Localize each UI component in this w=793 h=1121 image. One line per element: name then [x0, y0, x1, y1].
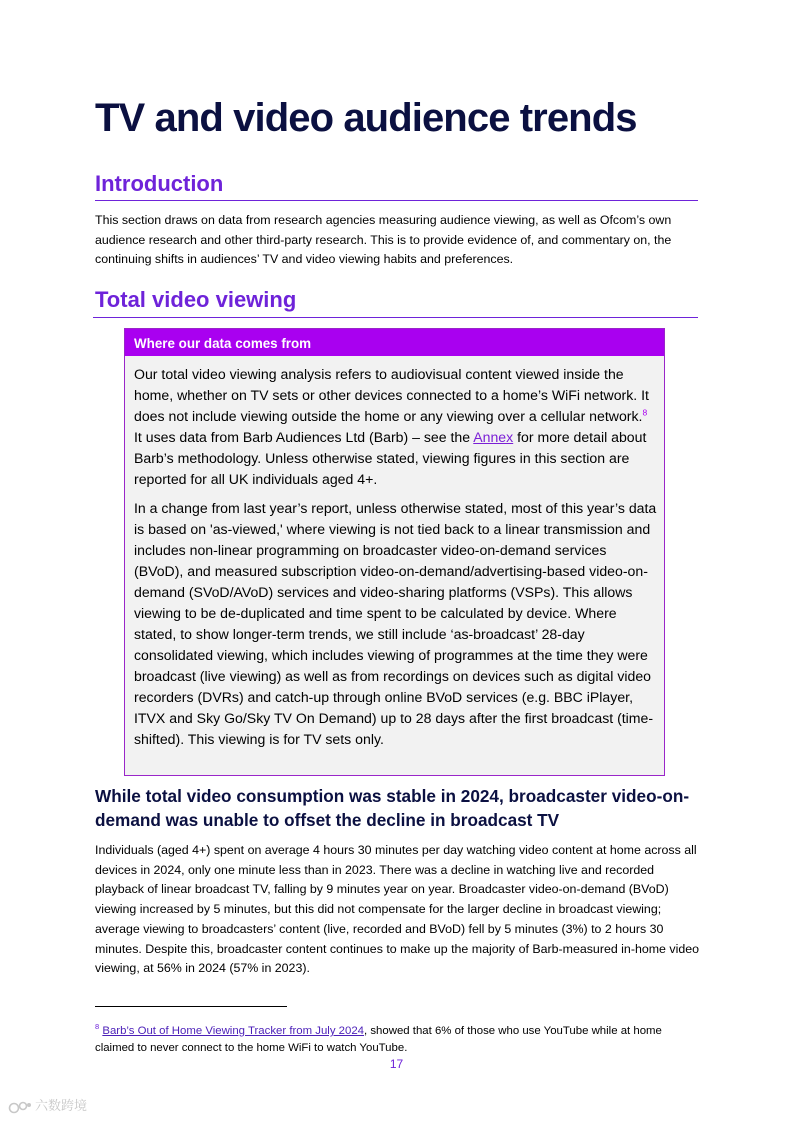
data-source-text-1b: It uses data from Barb Audiences Ltd (Barb) – see the	[134, 429, 474, 445]
watermark	[8, 1095, 87, 1114]
watermark-logo-icon	[8, 1100, 32, 1114]
data-source-paragraph-2: In a change from last year’s report, unless otherwise stated, most of this year’s data is based on 'as-viewed,' where viewing is not tied back to a linear transmission and includes non-linear programming on broadcaster video-on-demand services (BVoD), and measured subscription video-on-demand/advertising-based video-on-demand (SVoD/AVoD) services and video-sharing platforms (VSPs). This allows viewing to be de-duplicated and time spent to be calculated by device. Where stated, to show longer-term trends, we still include ‘as-broadcast’ 28-day consolidated viewing, which includes viewing of programmes at the time they were broadcast (live viewing) as well as from recordings on devices such as digital video recorders (DVRs) and catch-up through online BVoD services (e.g. BBC iPlayer, ITVX and Sky Go/Sky TV On Demand) up to 28 days after the first broadcast (time-shifted). This viewing is for TV sets only.	[134, 500, 657, 747]
page-number: 17	[389, 1057, 404, 1071]
watermark-text: 六数跨境	[35, 1098, 88, 1113]
barb-tracker-link[interactable]: Barb’s Out of Home Viewing Tracker from July 2024	[102, 1025, 365, 1037]
introduction-rule	[95, 200, 698, 201]
total-video-heading: Total video viewing	[95, 287, 297, 312]
footnote-number: 8	[95, 1022, 100, 1032]
data-source-text-1c: for more detail about Barb’s methodology. Unless otherwise stated, viewing figures in this section are reported for all UK individuals aged 4+.	[134, 429, 647, 487]
consumption-subheading: While total video consumption was stable in 2024, broadcaster video-on-demand was unable to offset the decline in broadcast TV	[95, 786, 690, 830]
introduction-heading: Introduction	[95, 171, 224, 196]
footnote-reference-8[interactable]: 8	[642, 407, 648, 418]
footnote-separator	[95, 1006, 287, 1007]
footnote-8	[95, 1023, 695, 1057]
consumption-body-text: Individuals (aged 4+) spent on average 4 hours 30 minutes per day watching video content at home across all devices in 2024, only one minute less than in 2023. There was a decline in watching live and recorded playback of linear broadcast TV, falling by 9 minutes year on year. Broadcaster video-on-demand (BVoD) viewing increased by 5 minutes, but this did not compensate for the larger decline in broadcast viewing; average viewing to broadcasters’ content (live, recorded and BVoD) fell by 5 minutes (3%) to 2 hours 30 minutes. Despite this, broadcaster content continues to make up the majority of Barb-measured in-home video viewing, at 56% in 2024 (57% in 2023).	[95, 843, 700, 976]
data-source-text-1a: Our total video viewing analysis refers to audiovisual content viewed inside the home, whether on TV sets or other devices connected to a home’s WiFi network. It does not include viewing outside the home or any viewing over a cellular network.	[134, 366, 649, 424]
data-source-box-body	[125, 356, 664, 750]
introduction-text: This section draws on data from research agencies measuring audience viewing, as well as Ofcom’s own audience research and other third-party research. This is to provide evidence of, and commentary on, the continuing shifts in audiences’ TV and video viewing habits and preferences.	[95, 213, 672, 267]
data-source-box-title: Where our data comes from	[125, 329, 664, 356]
footnote-text: , showed that 6% of those who use YouTube while at home claimed to never connect to the home WiFi to watch YouTube.	[95, 1025, 662, 1054]
page-title: TV and video audience trends	[95, 96, 637, 140]
total-video-rule	[93, 317, 698, 318]
annex-link[interactable]: Annex	[473, 429, 514, 445]
data-source-paragraph-1	[134, 364, 657, 490]
data-source-box	[124, 328, 665, 776]
